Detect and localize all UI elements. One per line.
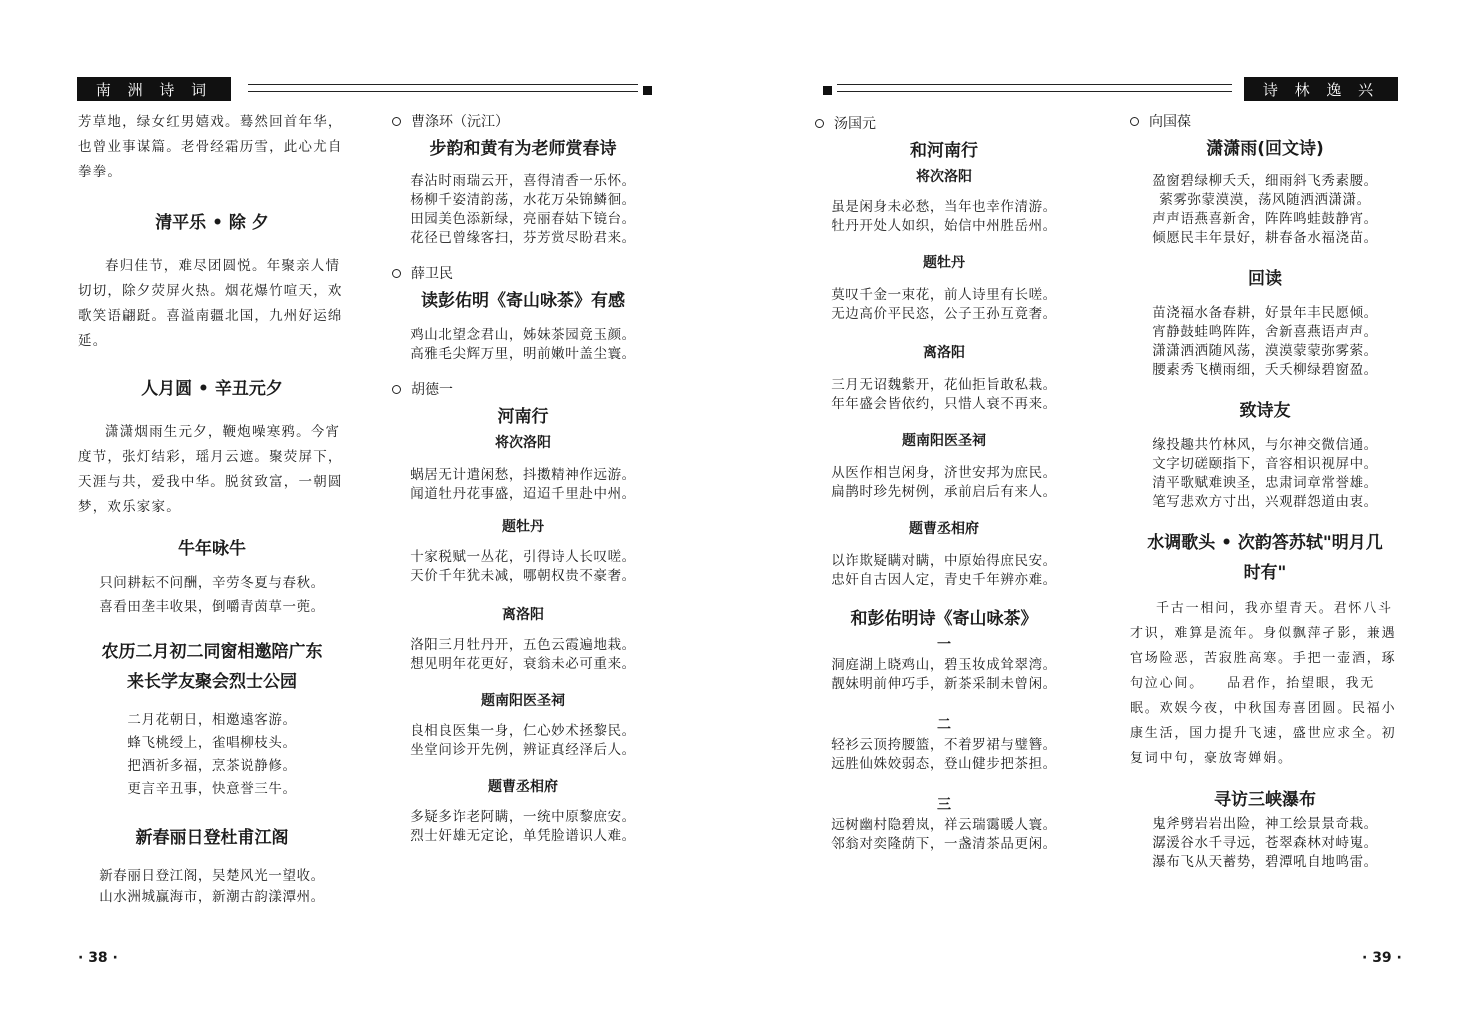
poem-title: 题南阳医圣祠	[902, 433, 986, 449]
poem-line: 年年盛会皆依约，只惜人衰不再来。	[831, 396, 1057, 412]
right-page	[737, 0, 1474, 1020]
author-line	[815, 112, 1073, 134]
poem-line: 更言辛丑事，快意誉三牛。	[127, 781, 297, 797]
poem-part-number: 二	[937, 717, 951, 733]
poem-line: 靓妹明前伸巧手，新茶采制未曾闲。	[831, 676, 1057, 692]
poem-line: 从医作相岂闲身，济世安邦为庶民。	[831, 465, 1057, 481]
left-column-1	[78, 110, 346, 907]
poem-line: 鸡山北望念君山，姊妹茶园竟玉颜。	[410, 327, 636, 343]
poem-line: 无边高价平民恣，公子王孙互竟奢。	[831, 306, 1057, 322]
poem-line: 十家税赋一丛花，引得诗人长叹嗟。	[410, 549, 636, 565]
header-rule	[837, 84, 1232, 92]
poem-line: 高雅毛尖辉万里，明前嫩叶盖尘寰。	[410, 346, 636, 362]
poem-line: 良相良医集一身，仁心妙术拯黎民。	[410, 723, 636, 739]
right-column-1	[815, 112, 1073, 854]
poem-line: 声声语燕喜新舍，阵阵鸣蛙鼓静宵。	[1152, 211, 1378, 227]
author-name: 胡德一	[411, 382, 453, 398]
poem-line: 杨柳千姿清韵荡，水花万朵锦鳞徊。	[410, 192, 636, 208]
poem-subtitle: 将次洛阳	[495, 435, 551, 451]
poem-line: 二月花朝日，相邀遠客游。	[127, 712, 297, 728]
poem-line: 天价千年犹未减，哪朝权贵不豪奢。	[410, 568, 636, 584]
poem-line: 萦雾弥蒙漠漠，荡风随洒洒潇潇。	[1159, 192, 1371, 208]
poem-title: 步韵和黄有为老师赏春诗	[429, 139, 617, 159]
left-column-2	[392, 110, 654, 846]
poem-line: 三月无诏魏紫开，花仙拒旨敢私栽。	[831, 377, 1057, 393]
poem-text: 芳草地，绿女红男嬉戏。蓦然回首年华，也曾业事谋篇。老骨经霜历雪，此心尤自拳拳。	[78, 114, 343, 180]
poem-title: 题南阳医圣祠	[481, 693, 565, 709]
poem-text: 春归佳节，难尽团圆悦。年聚亲人情切切，除夕荧屏火热。烟花爆竹喧天，欢歌笑语翩跹。喜溢南疆北国，九州好运绵延。	[78, 258, 343, 349]
poem-title: 清平乐 • 除 夕	[155, 213, 269, 233]
poem-line: 盈窗碧绿柳夭夭，细雨斜飞秀素腰。	[1152, 173, 1378, 189]
poem-line: 田园美色添新绿，亮丽春姑下镜台。	[410, 211, 636, 227]
poem-line: 蜂飞桃绶上，雀唱柳枝头。	[127, 735, 297, 751]
poem-title: 读彭佑明《寄山咏茶》有感	[421, 291, 625, 311]
poem-title: 题曹丞相府	[909, 521, 979, 537]
poem-subtitle: 将次洛阳	[916, 169, 972, 185]
poem-line: 喜看田垄丰收果，倒嚼青茵草一蔸。	[99, 599, 325, 615]
author-line	[392, 110, 654, 132]
header-rule	[248, 84, 638, 92]
poem-line: 远胜仙姝姣弱态，登山健步把茶担。	[831, 756, 1057, 772]
poem-part-number: 三	[937, 797, 951, 813]
section-header-tab: 诗 林 逸 兴	[1244, 77, 1398, 101]
poem-line: 洛阳三月牡丹开，五色云霞遍地栽。	[410, 637, 636, 653]
poem-line: 鬼斧劈岩岩出险，神工绘景景奇栽。	[1152, 816, 1378, 832]
poem-line: 烈士奸雄无定论，单凭脸谱识人难。	[410, 828, 636, 844]
poem-line: 新春丽日登江阁，吴楚风光一望收。	[99, 868, 325, 884]
poem-title: 离洛阳	[923, 345, 965, 361]
poem-line: 春沾时雨瑞云开，喜得清香一乐怀。	[410, 173, 636, 189]
poem-title: 潇潇雨(回文诗)	[1206, 139, 1324, 159]
poem-title: 致诗友	[1239, 401, 1291, 421]
poem-title: 新春丽日登杜甫江阁	[135, 828, 289, 848]
poem-line: 把酒祈多福，烹茶说静修。	[127, 758, 297, 774]
poem-line: 邻翁对奕隆荫下，一盏清茶品更闲。	[831, 836, 1057, 852]
author-line	[392, 262, 654, 284]
author-name: 汤国元	[834, 116, 876, 132]
poem-line: 坐堂问诊开先例，辨证真经泽后人。	[410, 742, 636, 758]
poem-line: 轻衫云顶挎腰篮，不着罗裙与璧簪。	[831, 737, 1057, 753]
poem-line: 腰素秀飞横雨细，夭夭柳绿碧窗盈。	[1152, 362, 1378, 378]
poem-title: 来长学友聚会烈士公园	[127, 672, 297, 692]
poem-line: 倾愿民丰年景好，耕春备水福浇苗。	[1152, 230, 1378, 246]
poem-title: 寻访三峡瀑布	[1214, 790, 1316, 810]
circle-bullet-icon	[392, 117, 401, 126]
poem-title: 水调歌头 • 次韵答苏轼"明月几	[1147, 533, 1383, 553]
poem-title: 河南行	[497, 407, 549, 427]
poem-line: 以诈欺疑瞒对瞒，中原始得庶民安。	[831, 553, 1057, 569]
section-header-tab: 南 洲 诗 词	[77, 77, 231, 101]
poem-title: 时有"	[1243, 563, 1287, 583]
poem-title: 牛年咏牛	[178, 539, 246, 559]
right-column-2	[1130, 110, 1400, 872]
poem-part-number: 一	[937, 637, 951, 653]
poem-title: 题曹丞相府	[488, 779, 558, 795]
poem-title: 和彭佑明诗《寄山咏茶》	[850, 609, 1038, 629]
poem-line: 清平歌赋难谀圣，忠肃词章常誉雄。	[1152, 475, 1378, 491]
header-square-mark	[823, 86, 832, 95]
poem-line: 莫叹千金一束花，前人诗里有长嗟。	[831, 287, 1057, 303]
poem-line: 文字切磋颐指下，音容相识视屏中。	[1152, 456, 1378, 472]
poem-line: 牡丹开处人如织，始信中州胜岳州。	[831, 218, 1057, 234]
poem-line: 潺湲谷水千寻远，苍翠森林对峙嵬。	[1152, 835, 1378, 851]
poem-title: 和河南行	[910, 141, 978, 161]
circle-bullet-icon	[815, 119, 824, 128]
poem-line: 花径已曾缘客扫，芬芳赏尽盼君来。	[410, 230, 636, 246]
poem-line: 虽是闲身未必愁，当年也幸作清游。	[831, 199, 1057, 215]
author-name: 曹涤环（沅江）	[411, 114, 509, 130]
poem-title: 回读	[1248, 269, 1282, 289]
poem-text: 潇潇烟雨生元夕，鞭炮噪寒鸦。今宵度节，张灯结彩，瑶月云遮。聚荧屏下，天涯与共，爱我中华。脱贫致富，一朝圆梦，欢乐家家。	[78, 424, 343, 515]
poem-line: 扁鹊时珍先树例，承前启后有来人。	[831, 484, 1057, 500]
poem-title: 离洛阳	[502, 607, 544, 623]
author-line	[392, 378, 654, 400]
header-square-mark	[643, 86, 652, 95]
circle-bullet-icon	[392, 385, 401, 394]
poem-line: 远树幽村隐碧岚，祥云瑞霭暖人寰。	[831, 817, 1057, 833]
poem-title: 农历二月初二同窗相邀陪广东	[101, 642, 323, 662]
poem-line: 洞庭湖上晓鸡山，碧玉妆成耸翠湾。	[831, 657, 1057, 673]
poem-line: 缘投趣共竹林风，与尔神交微信通。	[1152, 437, 1378, 453]
poem-text: 千古一相问，我亦望青天。君怀八斗才识，难算是流年。身似飘萍孑影，兼遇官场险恶，苦寂胜高寒。手把一壶酒，琢句泣心间。 品君作，抬望眼，我无眠。欢娱今夜，中秋国寿喜团圆。民福小康生活，国力提升飞速，盛世应求全。初复词中句，豪放寄婵娟。	[1130, 601, 1397, 766]
poem-line: 瀑布飞从天蓄势，碧潭吼自地鸣雷。	[1152, 854, 1378, 870]
poem-title: 题牡丹	[923, 255, 965, 271]
page-number: · 38 ·	[78, 950, 118, 966]
poem-line: 蜗居无计遣闲愁，抖擞精神作远游。	[410, 467, 636, 483]
poem-line: 忠奸自古因人定，青史千年辨亦难。	[831, 572, 1057, 588]
poem-line: 多疑多诈老阿瞒，一统中原黎庶安。	[410, 809, 636, 825]
poem-line: 笔写悲欢方寸出，兴观群怨道由衷。	[1152, 494, 1378, 510]
author-name: 薛卫民	[411, 266, 453, 282]
poem-title: 人月圆 • 辛丑元夕	[141, 379, 283, 399]
poem-title: 题牡丹	[502, 519, 544, 535]
poem-line: 闻道牡丹花事盛，迢迢千里赴中州。	[410, 486, 636, 502]
page-number: · 39 ·	[1362, 950, 1402, 966]
poem-line: 只问耕耘不问酬，辛劳冬夏与春秋。	[99, 575, 325, 591]
poem-line: 宵静鼓蛙鸣阵阵，舍新喜燕语声声。	[1152, 324, 1378, 340]
poem-line: 想见明年花更好，衰翁未必可重来。	[410, 656, 636, 672]
circle-bullet-icon	[1130, 117, 1139, 126]
circle-bullet-icon	[392, 269, 401, 278]
author-name: 向国葆	[1149, 114, 1191, 130]
poem-line: 潇潇洒洒随风荡，漠漠蒙蒙弥雾萦。	[1152, 343, 1378, 359]
poem-line: 山水洲城赢海市，新潮古韵漾潭州。	[99, 889, 325, 905]
poem-line: 苗浇福水备春耕，好景年丰民愿倾。	[1152, 305, 1378, 321]
author-line	[1130, 110, 1400, 132]
